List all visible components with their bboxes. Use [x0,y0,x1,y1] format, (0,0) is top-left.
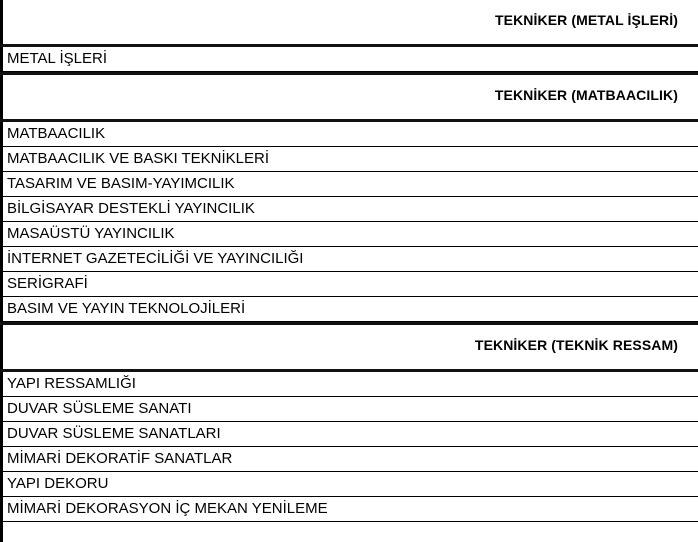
section-title: TEKNİKER (TEKNİK RESSAM) [474,337,678,353]
list-item[interactable]: METAL İŞLERİ [0,47,698,72]
section-header [0,0,698,47]
section-metal-isleri [0,0,698,72]
list-item[interactable]: BİLGİSAYAR DESTEKLİ YAYINCILIK [0,197,698,222]
list-item[interactable]: MATBAACILIK [0,122,698,147]
list-item[interactable]: MASAÜSTÜ YAYINCILIK [0,222,698,247]
list-item[interactable]: YAPI RESSAMLIĞI [0,372,698,397]
list-item[interactable]: DUVAR SÜSLEME SANATLARI [0,422,698,447]
section-teknik-ressam [0,322,698,522]
list-item[interactable]: SERİGRAFİ [0,272,698,297]
section-header [0,72,698,122]
section-matbaacilik [0,72,698,322]
list-item[interactable]: BASIM VE YAYIN TEKNOLOJİLERİ [0,297,698,322]
section-title: TEKNİKER (METAL İŞLERİ) [494,12,678,28]
section-title: TEKNİKER (MATBAACILIK) [494,87,678,103]
list-item[interactable]: İNTERNET GAZETECİLİĞİ VE YAYINCILIĞI [0,247,698,272]
list-item[interactable]: YAPI DEKORU [0,472,698,497]
list-item[interactable]: MATBAACILIK VE BASKI TEKNİKLERİ [0,147,698,172]
list-item[interactable]: MİMARİ DEKORASYON İÇ MEKAN YENİLEME [0,497,698,522]
list-item[interactable]: TASARIM VE BASIM-YAYIMCILIK [0,172,698,197]
list-item[interactable]: DUVAR SÜSLEME SANATI [0,397,698,422]
list-item[interactable]: MİMARİ DEKORATİF SANATLAR [0,447,698,472]
section-header [0,322,698,372]
